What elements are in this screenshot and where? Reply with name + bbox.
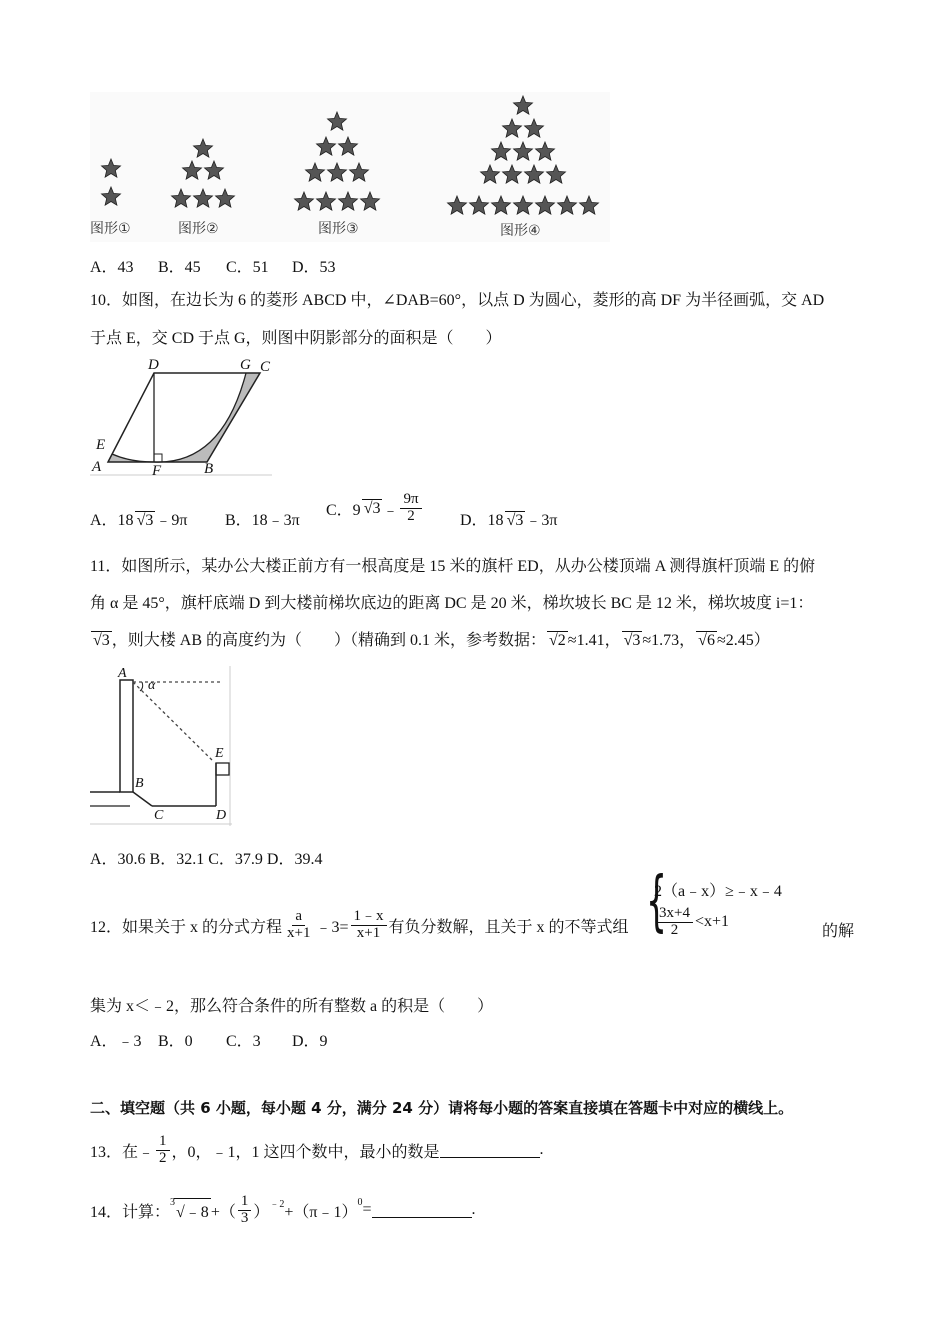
star-icon <box>295 192 314 210</box>
building-diagram <box>90 666 232 826</box>
q13-fraction <box>156 1134 170 1167</box>
q12-text-line1 <box>90 898 629 952</box>
q10-d-radical: √3 <box>506 512 524 529</box>
star-icon <box>361 192 380 210</box>
q11-line3-text: ，则大楼 AB 的高度约为（ ）（精确到 0.1 米，参考数据： <box>111 632 547 649</box>
rhombus-label-b: B <box>204 461 214 477</box>
q11-options[interactable]: A．30.6 B．32.1 C．37.9 D．39.4 <box>90 851 323 868</box>
star-icon <box>339 137 358 155</box>
q12-option-d[interactable]: D．9 <box>292 1033 328 1050</box>
q12-sys2-fraction <box>656 906 693 939</box>
q10-a-suffix: ﹣9π <box>155 512 188 529</box>
q12-inequality-system <box>646 862 822 950</box>
star-icon <box>492 142 511 160</box>
q9-option-a[interactable]: A．43 <box>90 259 134 276</box>
star-icon <box>525 119 544 137</box>
q14-denominator: 3 <box>240 1209 249 1226</box>
q14-prefix: 14．计算： <box>90 1203 171 1221</box>
q11-text-line3 <box>90 627 770 650</box>
star-icon <box>102 187 121 205</box>
q14-exponent-2: 0 <box>357 1196 363 1208</box>
star-icon <box>102 159 121 177</box>
q11-slope-radicand: 3 <box>101 632 110 649</box>
q10-a-radical: √3 <box>136 512 154 529</box>
q10-c-minus: ﹣ <box>382 501 399 519</box>
q12-option-c[interactable]: C．3 <box>226 1033 261 1050</box>
q14-end: . <box>471 1201 476 1218</box>
q10-c-denominator: 2 <box>407 507 415 524</box>
figure-label-1: 图形① <box>90 221 131 237</box>
q12-f1-numerator: a <box>292 909 305 926</box>
q14-answer-blank[interactable] <box>372 1203 472 1218</box>
q14-numerator: 1 <box>238 1194 252 1211</box>
q12-mid: ﹣3= <box>315 918 349 936</box>
star-icon <box>350 163 369 181</box>
q12-sys2-rest: <x+1 <box>694 913 730 931</box>
building-label-d: D <box>216 808 227 823</box>
q13-prefix: 13．在﹣ <box>90 1143 155 1161</box>
star-icon <box>306 163 325 181</box>
star-icon <box>448 196 467 214</box>
q14-plus2: +（π﹣1） <box>284 1203 358 1221</box>
q14-eq: = <box>362 1201 372 1218</box>
q12-f1-denominator: x+1 <box>287 924 311 941</box>
rhombus-label-g: G <box>240 357 251 373</box>
star-icon <box>536 142 555 160</box>
q9-option-d[interactable]: D．53 <box>292 259 336 276</box>
q10-option-a[interactable] <box>90 507 187 530</box>
q11-ref2-value: ≈1.73， <box>642 632 696 649</box>
rhombus-label-c: C <box>260 359 271 375</box>
q14-line <box>90 1188 476 1232</box>
star-icon <box>558 196 577 214</box>
star-icon <box>339 192 358 210</box>
q10-a-prefix: A．18 <box>90 512 134 529</box>
q11-ref3-radicand: 6 <box>706 632 715 649</box>
star-icon <box>216 189 235 207</box>
rhombus-figure <box>90 355 272 480</box>
q11-ref2-radicand: 3 <box>632 632 641 649</box>
star-icon <box>194 189 213 207</box>
q13-denominator: 2 <box>159 1149 167 1166</box>
star-icon <box>328 112 347 130</box>
star-icon <box>328 163 347 181</box>
rhombus-label-d: D <box>148 357 159 373</box>
q11-ref3-radical: √6 <box>698 632 715 649</box>
star-icon <box>525 165 544 183</box>
q14-radicand: ﹣8 <box>184 1204 209 1221</box>
q11-text-line2: 角 α 是 45°，旗杆底端 D 到大楼前梯坎底边的距离 DC 是 20 米，梯坎坡长 BC 是 12 米，梯坎坡度 i=1： <box>90 595 814 612</box>
q12-option-a[interactable]: A．﹣3 <box>90 1033 142 1050</box>
q14-plus1: +（ <box>210 1203 236 1221</box>
q13-numerator: 1 <box>156 1134 170 1151</box>
q10-a-radicand: 3 <box>145 512 154 529</box>
q10-c-radicand: 3 <box>372 499 381 517</box>
q12-f2-denominator: x+1 <box>356 924 381 941</box>
q10-text-line2: 于点 E，交 CD 于点 G，则图中阴影部分的面积是（ ） <box>90 330 502 347</box>
q14-root-index: 3 <box>170 1196 176 1208</box>
star-icon <box>514 142 533 160</box>
q11-ref1-value: ≈1.41， <box>567 632 621 649</box>
q10-option-c[interactable] <box>326 492 424 525</box>
q10-c-numerator: 9π <box>400 492 421 509</box>
q11-text-line1: 11．如图所示，某办公大楼正前方有一根高度是 15 米的旗杆 ED，从办公楼顶端 A 测得旗杆顶端 E 的俯 <box>90 558 816 575</box>
star-icon <box>183 161 202 179</box>
star-icon <box>492 196 511 214</box>
q12-sys2-numerator: 3x+4 <box>656 906 693 923</box>
building-label-a: A <box>118 666 127 681</box>
q14-paren-close: ） <box>253 1203 270 1221</box>
star-icon <box>172 189 191 207</box>
star-pattern-figure <box>90 92 610 242</box>
q10-d-radicand: 3 <box>515 512 524 529</box>
figure-label-2: 图形② <box>178 221 219 237</box>
q12-fraction-1 <box>284 909 313 942</box>
star-icon <box>317 192 336 210</box>
star-icon <box>503 119 522 137</box>
q10-c-radical: √3 <box>363 499 381 517</box>
star-icon <box>194 139 213 157</box>
q11-ref2-radical: √3 <box>623 632 641 649</box>
q14-fraction <box>238 1194 252 1227</box>
building-label-b: B <box>135 776 144 791</box>
q14-cube-root: √﹣8 <box>174 1198 211 1222</box>
q12-suffix: 有负分数解，且关于 x 的不等式组 <box>388 918 629 936</box>
q12-inequality-2 <box>654 906 729 939</box>
star-icon <box>503 165 522 183</box>
q13-end: . <box>539 1141 544 1158</box>
rhombus-label-e: E <box>96 437 106 453</box>
q11-slope-radical: √3 <box>93 632 110 649</box>
section-2-heading: 二、填空题（共 6 小题，每小题 4 分，满分 24 分）请将每小题的答案直接填在答题卡中对应的横线上。 <box>90 1099 794 1117</box>
q9-option-c[interactable]: C．51 <box>226 259 269 276</box>
star-icon <box>470 196 489 214</box>
q11-ref3-value: ≈2.45） <box>716 632 770 649</box>
q12-fraction-2 <box>351 909 387 942</box>
q12-prefix: 12．如果关于 x 的分式方程 <box>90 918 283 936</box>
building-label-c: C <box>154 808 164 823</box>
q12-tail: 的解 <box>822 923 855 940</box>
q12-sys2-denominator: 2 <box>670 921 679 938</box>
q10-text-line1: 10．如图，在边长为 6 的菱形 ABCD 中，∠DAB=60°，以点 D 为圆心，菱形的高 DF 为半径画弧，交 AD <box>90 292 825 309</box>
q12-inequality-1: 2（a﹣x）≥﹣x﹣4 <box>654 883 782 900</box>
star-icon <box>514 96 533 114</box>
q10-c-prefix: C．9 <box>326 501 361 519</box>
star-icon <box>547 165 566 183</box>
q11-ref1-radicand: 2 <box>557 632 566 649</box>
building-label-alpha: α <box>148 678 156 693</box>
rhombus-label-a: A <box>92 459 102 475</box>
q14-exponent-1: ﹣2 <box>269 1198 285 1210</box>
rhombus-label-f: F <box>152 463 162 479</box>
star-icon <box>205 161 224 179</box>
star-icon <box>481 165 500 183</box>
q13-text: ，0，﹣1，1 这四个数中，最小的数是 <box>171 1143 440 1161</box>
q12-f2-numerator: 1﹣x <box>351 909 387 926</box>
star-icon <box>317 137 336 155</box>
q9-option-b[interactable]: B．45 <box>158 259 201 276</box>
q10-option-d[interactable] <box>460 507 557 530</box>
brace-icon: { <box>646 862 667 939</box>
q13-answer-blank[interactable] <box>440 1143 540 1158</box>
figure-label-4: 图形④ <box>500 223 541 239</box>
q10-c-fraction <box>400 492 421 525</box>
q12-text-line2: 集为 x＜﹣2，那么符合条件的所有整数 a 的积是（ ） <box>90 998 494 1015</box>
building-label-e: E <box>215 746 224 761</box>
q10-d-prefix: D．18 <box>460 512 504 529</box>
q11-ref1-radical: √2 <box>549 632 566 649</box>
q13-line <box>90 1130 544 1170</box>
q12-option-b[interactable]: B．0 <box>158 1033 193 1050</box>
star-icon <box>536 196 555 214</box>
star-icon <box>514 196 533 214</box>
star-icon <box>580 196 599 214</box>
figure-label-3: 图形③ <box>318 221 359 237</box>
q10-option-b[interactable]: B．18﹣3π <box>225 512 300 529</box>
building-figure <box>90 666 232 826</box>
q10-d-suffix: ﹣3π <box>525 512 558 529</box>
